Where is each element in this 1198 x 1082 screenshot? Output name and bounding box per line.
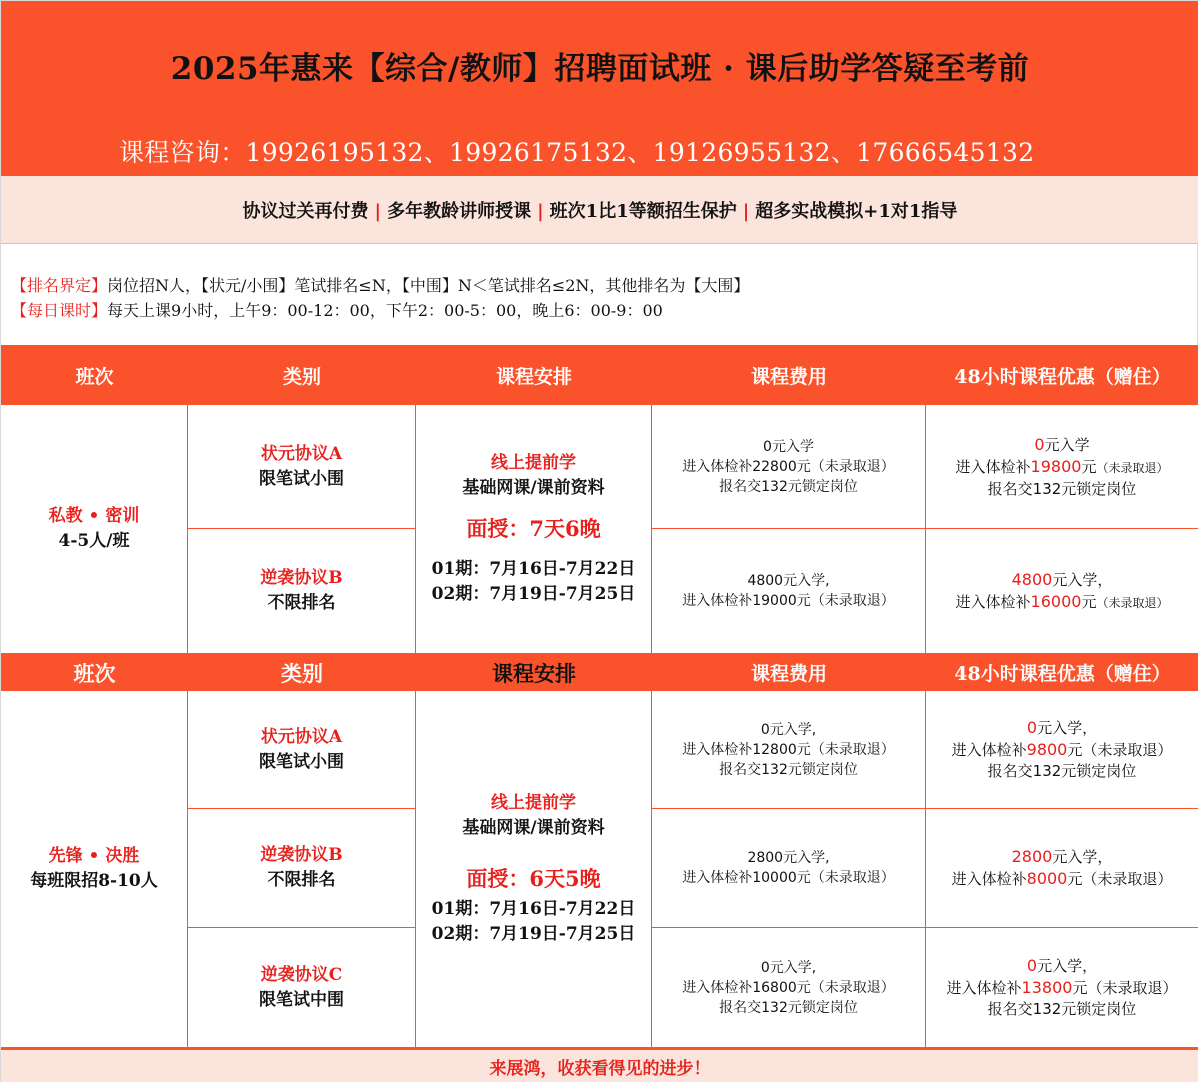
fee-line: 进入体检补10000元（未录取退） [682, 870, 895, 886]
col-header-promo: 48小时课程优惠（赠住） [954, 365, 1171, 388]
fee-line: 报名交132元锁定岗位 [719, 761, 858, 778]
schedule-period: 01期：7月16日-7月22日 [431, 899, 636, 919]
notes [11, 273, 749, 323]
promo-line: 报名交132元锁定岗位 [987, 762, 1137, 780]
category-desc: 不限排名 [267, 593, 336, 613]
class-size: 每班限招8-10人 [30, 871, 158, 891]
rank-tag: 【排名界定】 [11, 276, 108, 295]
class-cell [1, 691, 188, 1048]
fee-cell [652, 809, 926, 928]
col-header-fee: 课程费用 [750, 365, 827, 388]
feature-band [1, 176, 1198, 244]
schedule-face: 面授：6天5晚 [466, 866, 601, 891]
consult-phones: 课程咨询：19926195132、19926175132、19126955132、17666545132 [119, 138, 1035, 167]
schedule-cell [416, 691, 652, 1048]
class-size: 4-5人/班 [58, 531, 130, 551]
col-header-promo: 48小时课程优惠（赠住） [954, 663, 1171, 685]
promo-line: 进入体检补9800元（未录取退） [951, 740, 1173, 759]
fee-line: 0元入学 [763, 438, 814, 455]
hours-tag: 【每日课时】 [11, 301, 108, 320]
category-name: 逆袭协议C [260, 964, 343, 985]
promo-line: 进入体检补16000元（未录取退） [955, 591, 1169, 611]
promo-cell [926, 529, 1198, 654]
category-name: 状元协议A [260, 726, 343, 747]
category-name: 逆袭协议B [260, 568, 343, 588]
category-cell [188, 405, 416, 529]
fee-cell [652, 691, 926, 809]
col-header-category: 类别 [281, 660, 323, 686]
feature-line [243, 197, 958, 223]
category-desc: 限笔试中围 [259, 989, 344, 1010]
promo-line: 进入体检补19800元（未录取退） [955, 456, 1169, 476]
promo-line: 报名交132元锁定岗位 [987, 479, 1137, 498]
promo-line: 4800元入学， [1011, 569, 1113, 589]
promo-line: 0元入学， [1026, 718, 1098, 737]
fee-line: 进入体检补22800元（未录取退） [682, 458, 895, 475]
fee-cell [652, 529, 926, 654]
promo-line: 进入体检补13800元（未录取退） [946, 978, 1178, 997]
schedule-period: 02期：7月19日-7月25日 [431, 584, 636, 604]
feature-item: 超多实战模拟+1对1指导 [755, 200, 958, 222]
feature-item: 协议过关再付费 [242, 200, 369, 222]
schedule-cell [416, 405, 652, 654]
hours-note [11, 298, 749, 323]
feature-item: 多年教龄讲师授课 [387, 200, 532, 222]
fee-line: 2800元入学, [747, 850, 830, 866]
category-cell [188, 809, 416, 928]
schedule-face: 面授：7天6晚 [466, 516, 601, 541]
category-desc: 限笔试小围 [259, 468, 344, 489]
feature-separator: | [374, 200, 382, 222]
fee-line: 进入体检补19000元（未录取退） [682, 593, 895, 609]
category-desc: 不限排名 [267, 870, 336, 890]
fee-line: 0元入学, [760, 959, 817, 976]
feature-item: 班次1比1等额招生保护 [549, 200, 737, 222]
col-header-schedule: 课程安排 [492, 660, 576, 686]
promo-line: 进入体检补8000元（未录取退） [951, 869, 1173, 888]
table-header-1 [1, 345, 1198, 405]
fee-line: 进入体检补16800元（未录取退） [682, 979, 895, 996]
footer-slogan: 来展鸿，收获看得见的进步！ [1, 1048, 1198, 1082]
class-name: 私教 • 密训 [48, 506, 140, 526]
promo-cell [926, 405, 1198, 529]
feature-separator: | [537, 200, 544, 222]
category-cell [188, 529, 416, 654]
schedule-online: 线上提前学 [491, 453, 576, 473]
fee-line: 0元入学, [760, 721, 817, 738]
promo-cell [926, 691, 1198, 809]
class-name: 先锋 • 决胜 [48, 846, 140, 866]
fee-line: 进入体检补12800元（未录取退） [682, 741, 895, 758]
promo-cell [926, 928, 1198, 1048]
category-desc: 限笔试小围 [259, 751, 344, 772]
schedule-period: 01期：7月16日-7月22日 [431, 559, 636, 579]
category-cell [188, 928, 416, 1048]
feature-separator: | [742, 200, 750, 222]
rank-note [11, 273, 749, 298]
promo-cell [926, 809, 1198, 928]
table-header-2 [1, 654, 1198, 691]
fee-cell [652, 928, 926, 1048]
promo-line: 报名交132元锁定岗位 [987, 1000, 1137, 1018]
fee-line: 4800元入学, [747, 573, 830, 589]
col-header-schedule: 课程安排 [495, 365, 572, 388]
schedule-materials: 基础网课/课前资料 [462, 818, 605, 838]
schedule-materials: 基础网课/课前资料 [462, 478, 605, 498]
col-header-class: 班次 [73, 660, 116, 686]
col-header-fee: 课程费用 [750, 663, 827, 685]
category-name: 状元协议A [260, 443, 343, 464]
fee-line: 报名交132元锁定岗位 [719, 478, 858, 495]
fee-line: 报名交132元锁定岗位 [719, 999, 858, 1016]
schedule-period: 02期：7月19日-7月25日 [431, 924, 636, 944]
category-name: 逆袭协议B [260, 845, 343, 865]
col-header-category: 类别 [282, 365, 321, 388]
header-band [1, 1, 1198, 176]
promo-line: 0元入学， [1026, 956, 1098, 975]
schedule-online: 线上提前学 [491, 793, 576, 813]
rank-text: 岗位招N人，【状元/小围】笔试排名≤N，【中围】N＜笔试排名≤2N，其他排名为【大围】 [107, 276, 750, 295]
page-title: 2025年惠来【综合/教师】招聘面试班 · 课后助学答疑至考前 [170, 51, 1030, 87]
fee-cell [652, 405, 926, 529]
promo-line: 2800元入学， [1011, 847, 1113, 866]
category-cell [188, 691, 416, 809]
class-cell [1, 405, 188, 654]
promo-line: 0元入学 [1034, 434, 1090, 454]
col-header-class: 班次 [75, 365, 114, 388]
hours-text: 每天上课9小时，上午9：00-12：00，下午2：00-5：00，晚上6：00-9：00 [107, 301, 663, 320]
